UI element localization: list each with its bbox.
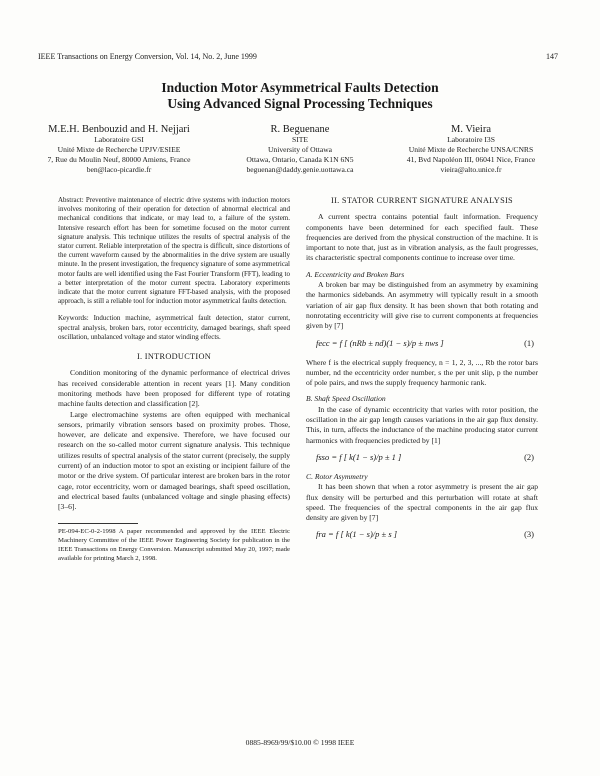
title-line-2: Using Advanced Signal Processing Techniques [167, 96, 433, 111]
journal-header: IEEE Transactions on Energy Conversion, Vol. 14, No. 2, June 1999 [38, 52, 257, 61]
equation-number: (1) [524, 337, 534, 348]
section-heading-stator-current: II. STATOR CURRENT SIGNATURE ANALYSIS [331, 196, 513, 205]
author-affiliation: Unité Mixte de Recherche UPJV/ESIEE [57, 145, 181, 154]
author-affiliation: Laboratoire GSI [94, 135, 144, 144]
subsection-heading-rotor-asymmetry: C. Rotor Asymmetry [306, 471, 368, 481]
paragraph: Where f is the electrical supply frequency, n = 1, 2, 3, ..., Rb the rotor bars number, nd the eccentricity order number, s the per unit slip, p the number of pole pairs, and nws the supply frequency harmonic rank. [306, 357, 538, 388]
equation-text: fsso = f [ k(1 − s)/p ± 1 ] [316, 451, 402, 462]
author-name: R. Beguenane [270, 124, 330, 135]
author-affiliation: Unité Mixte de Recherche UNSA/CNRS [408, 145, 534, 154]
paragraph: A broken bar may be distinguished from an asymmetry by examining the harmonics sidebands. An asymmetry will typically result in a smooth variation of air gap flux density. It has been shown that both rotating and nonrotating eccentricity will give rise to current components at frequencies given by [7] [306, 280, 538, 331]
keywords: Keywords: Induction machine, asymmetrical fault detection, stator current, spectral analysis, broken bars, rotor eccentricity, damaged bearings, shaft speed oscillation, unbalanced voltage and stator winding effects. [58, 314, 290, 341]
footnote: PE-094-EC-0-2-1998 A paper recommended and approved by the IEEE Electric Machinery Committee of the IEEE Power Engineering Society for publication in the IEEE Transactions on Energy Conversion. Manuscript submitted May 20, 1997; made available for printing March 2, 1998. [58, 527, 290, 563]
paper-title [0, 80, 600, 112]
equation-1 [306, 332, 538, 358]
author-affiliation: Laboratoire I3S [447, 135, 495, 144]
author-name: M.E.H. Benbouzid and H. Nejjari [48, 124, 190, 135]
author-block-3 [396, 124, 546, 175]
author-email: beguenan@daddy.genie.uottawa.ca [246, 165, 354, 174]
equation-text: fra = f [ k(1 − s)/p ± s ] [316, 529, 398, 540]
left-column [58, 196, 290, 563]
paragraph: In the case of dynamic eccentricity that varies with rotor position, the oscillation in the air gap length causes variations in the air gap flux density. This, in turn, affects the inductance of the machine producing stator current harmonics with frequencies predicted by [1] [306, 404, 538, 445]
footnote-rule [58, 523, 138, 524]
paragraph: Large electromachine systems are often equipped with mechanical sensors, primarily vibration sensors based on proximity probes. Those, however, are delicate and expensive. Therefore, we have focused our research on the so-called motor current signature analysis. This technique utilizes results of spectral analysis of the stator current (precisely, the supply current) of an induction motor to spot an existing or incipient failure of the motor or the drive system. Of particular interest are broken bars in the rotor cage, rotor eccentricity, worn or damaged bearings, shaft speed oscillation, and electrical based faults (unbalanced voltage and single phasing effects) [3–6]. [58, 409, 290, 512]
subsection-heading-eccentricity: A. Eccentricity and Broken Bars [306, 269, 405, 279]
title-line-1: Induction Motor Asymmetrical Faults Detection [161, 80, 439, 95]
copyright-line: 0885-8969/99/$10.00 © 1998 IEEE [245, 738, 355, 747]
author-address: Ottawa, Ontario, Canada K1N 6N5 [246, 155, 354, 164]
author-email: ben@laco-picardie.fr [86, 165, 152, 174]
author-affiliation: SITE [291, 135, 309, 144]
author-affiliation: University of Ottawa [267, 145, 333, 154]
paragraph: A current spectra contains potential fault information. Frequency components have been determined for each specified fault. These frequencies are derived from the physical construction of the machine. It is important to note that, just as in vibration analysis, as the fault progresses, its characteristic spectral components continue to increase over time. [306, 212, 538, 263]
author-address: 41, Bvd Napoléon III, 06041 Nice, France [406, 155, 536, 164]
equation-3 [306, 523, 538, 549]
equation-text: fecc = f [ (nRb ± nd)(1 − s)/p ± nws ] [316, 337, 444, 348]
author-block-1 [44, 124, 194, 175]
subsection-heading-shaft-speed: B. Shaft Speed Oscillation [306, 394, 386, 404]
right-column [306, 196, 538, 549]
author-block-2 [230, 124, 370, 175]
author-email: vieira@alto.unice.fr [440, 165, 502, 174]
author-address: 7, Rue du Moulin Neuf, 80000 Amiens, France [47, 155, 191, 164]
paragraph: Condition monitoring of the dynamic performance of electrical drives has received considerable attention in recent years [1]. Many condition monitoring methods have been proposed for different type of rotating machine faults detection and classification [2]. [58, 368, 290, 409]
paragraph: It has been shown that when a rotor asymmetry is present the air gap flux density will be perturbed and this perturbation will rotate at shaft speed. The frequencies of the spectral components in the air gap flux density are given by [7] [306, 482, 538, 523]
abstract: Abstract: Preventive maintenance of electric drive systems with induction motors involves monitoring of their operation for detection of abnormal electrical and mechanical conditions that indicate, or may lead to, a failure of the system. Intensive research effort has been for sometime focused on the motor current signature analysis. This technique utilizes the results of spectral analysis of the stator current. Reliable interpretation of the spectra is difficult, since distortions of the current waveform caused by the abnormalities in the drive system are usually minute. In the present investigation, the frequency signature of some asymmetrical motor faults are well identified using the Fast Fourier Transform (FFT), leading to a better interpretation of the motor current spectra. Laboratory experiments indicate that the motor current signature FFT-based analysis, with the proposed approach, is still a reliable tool for induction motor asymmetrical faults detection. [58, 196, 290, 306]
equation-number: (2) [524, 451, 534, 462]
equation-number: (3) [524, 529, 534, 540]
equation-2 [306, 446, 538, 472]
author-name: M. Vieira [450, 124, 491, 135]
page-number: 147 [546, 52, 558, 61]
section-heading-introduction: I. INTRODUCTION [136, 352, 212, 362]
